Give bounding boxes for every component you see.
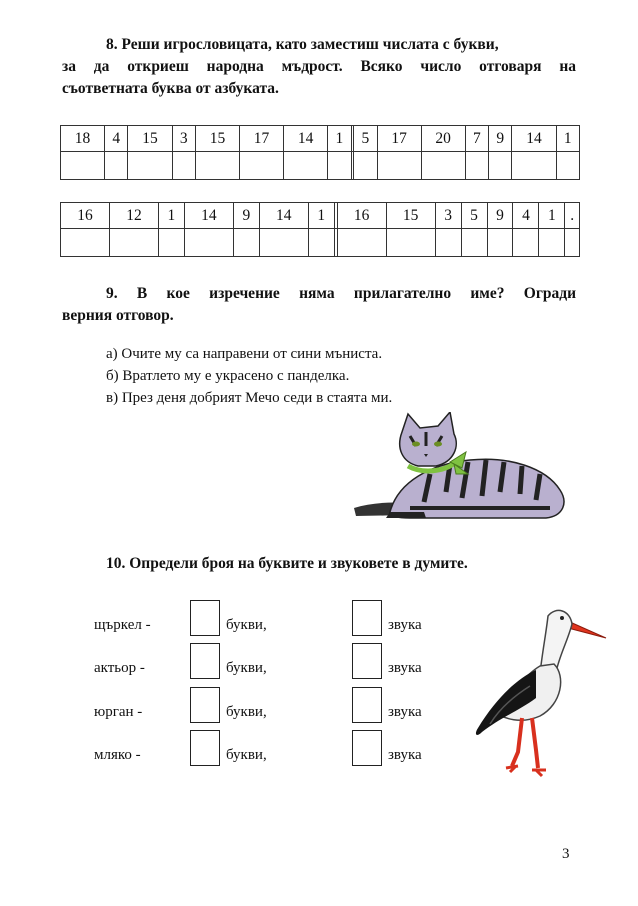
- letters-count-box[interactable]: [190, 643, 220, 679]
- word-row: [94, 687, 454, 727]
- cipher-number: 16: [337, 203, 386, 229]
- cipher-number: 1: [308, 203, 334, 229]
- cipher-number: 4: [513, 203, 539, 229]
- answer-cell[interactable]: [259, 229, 308, 257]
- task-9-instruction: [62, 283, 576, 327]
- answer-cell[interactable]: [386, 229, 435, 257]
- cipher-number: 20: [421, 126, 465, 152]
- letters-count-box[interactable]: [190, 600, 220, 636]
- option-a[interactable]: а) Очите му са направени от сини мъниста.: [106, 346, 383, 362]
- task-8-line-1: 8. Реши игрословицата, като заместиш числата с букви,: [106, 36, 499, 53]
- answer-cell[interactable]: [172, 152, 195, 180]
- answer-cell[interactable]: [489, 152, 512, 180]
- option-b[interactable]: б) Вратлето му е украсено с панделка.: [106, 368, 350, 384]
- task-10-instruction: 10. Определи броя на буквите и звуковете в думите.: [106, 555, 468, 572]
- sounds-count-box[interactable]: [352, 600, 382, 636]
- answer-cell[interactable]: [284, 152, 328, 180]
- cipher-answer-row: [61, 229, 580, 257]
- sounds-label: звука: [388, 617, 422, 633]
- letters-label: букви,: [226, 617, 267, 633]
- answer-cell[interactable]: [105, 152, 128, 180]
- answer-cell[interactable]: [539, 229, 565, 257]
- answer-cell[interactable]: [512, 152, 556, 180]
- cipher-number: 15: [195, 126, 239, 152]
- answer-cell[interactable]: [109, 229, 158, 257]
- answer-cell[interactable]: [421, 152, 465, 180]
- cipher-numbers-row: [61, 203, 580, 229]
- cipher-number: 15: [128, 126, 172, 152]
- cipher-number: 4: [105, 126, 128, 152]
- word-label: актьор -: [94, 660, 145, 676]
- sounds-label: звука: [388, 747, 422, 763]
- answer-cell[interactable]: [565, 229, 580, 257]
- cipher-number: 16: [61, 203, 110, 229]
- cipher-number: 14: [184, 203, 233, 229]
- answer-cell[interactable]: [337, 229, 386, 257]
- cipher-number: 1: [158, 203, 184, 229]
- answer-cell[interactable]: [556, 152, 579, 180]
- answer-cell[interactable]: [487, 229, 513, 257]
- answer-cell[interactable]: [195, 152, 239, 180]
- cipher-answer-row: [61, 152, 580, 180]
- answer-cell[interactable]: [377, 152, 421, 180]
- cat-illustration-icon: [350, 412, 572, 524]
- task-8-line-2: за да откриеш народна мъдрост. Всяко число отговаря на: [62, 58, 576, 75]
- cipher-number: 3: [172, 126, 195, 152]
- answer-cell[interactable]: [354, 152, 377, 180]
- word-label: мляко -: [94, 747, 141, 763]
- cipher-number: 17: [377, 126, 421, 152]
- sounds-label: звука: [388, 660, 422, 676]
- cipher-number: 9: [233, 203, 259, 229]
- cipher-number: 14: [284, 126, 328, 152]
- answer-cell[interactable]: [435, 229, 461, 257]
- sounds-count-box[interactable]: [352, 643, 382, 679]
- word-row: [94, 600, 454, 640]
- sounds-label: звука: [388, 704, 422, 720]
- answer-cell[interactable]: [128, 152, 172, 180]
- cipher-number: 15: [386, 203, 435, 229]
- answer-cell[interactable]: [158, 229, 184, 257]
- cipher-numbers-row: [61, 126, 580, 152]
- task-9-line-1: 9. В кое изречение няма прилагателно име? Огради: [106, 285, 576, 302]
- cipher-number: 9: [489, 126, 512, 152]
- answer-cell[interactable]: [184, 229, 233, 257]
- cipher-number: 12: [109, 203, 158, 229]
- word-row: [94, 643, 454, 683]
- cipher-number: 1: [556, 126, 579, 152]
- cipher-number: 9: [487, 203, 513, 229]
- cipher-table-2: [60, 202, 580, 257]
- task-8-instruction: [62, 34, 576, 100]
- letters-count-box[interactable]: [190, 687, 220, 723]
- word-label: юрган -: [94, 704, 143, 720]
- answer-cell[interactable]: [328, 152, 351, 180]
- task-9-line-2: верния отговор.: [62, 307, 174, 324]
- cipher-number: 17: [239, 126, 283, 152]
- cipher-number: 14: [512, 126, 556, 152]
- cipher-number: 5: [461, 203, 487, 229]
- cipher-table-1: [60, 125, 580, 180]
- cipher-number: .: [565, 203, 580, 229]
- sounds-count-box[interactable]: [352, 687, 382, 723]
- letters-count-box[interactable]: [190, 730, 220, 766]
- cipher-number: 3: [435, 203, 461, 229]
- task-8-line-3: съответната буква от азбуката.: [62, 80, 279, 97]
- letters-label: букви,: [226, 660, 267, 676]
- answer-cell[interactable]: [308, 229, 334, 257]
- sounds-count-box[interactable]: [352, 730, 382, 766]
- answer-cell[interactable]: [61, 229, 110, 257]
- answer-cell[interactable]: [513, 229, 539, 257]
- letters-label: букви,: [226, 704, 267, 720]
- page-number: 3: [562, 846, 570, 862]
- stork-illustration-icon: [470, 600, 610, 780]
- cipher-number: 18: [61, 126, 105, 152]
- cipher-number: 1: [539, 203, 565, 229]
- word-row: [94, 730, 454, 770]
- cipher-number: 7: [465, 126, 488, 152]
- answer-cell[interactable]: [233, 229, 259, 257]
- answer-cell[interactable]: [239, 152, 283, 180]
- cipher-number: 14: [259, 203, 308, 229]
- word-label: щъркел -: [94, 617, 151, 633]
- answer-cell[interactable]: [61, 152, 105, 180]
- cipher-number: 5: [354, 126, 377, 152]
- option-c[interactable]: в) През деня добрият Мечо седи в стаята ми.: [106, 390, 393, 406]
- cipher-number: 1: [328, 126, 351, 152]
- answer-cell[interactable]: [461, 229, 487, 257]
- letters-label: букви,: [226, 747, 267, 763]
- task-9-options: [106, 343, 392, 409]
- answer-cell[interactable]: [465, 152, 488, 180]
